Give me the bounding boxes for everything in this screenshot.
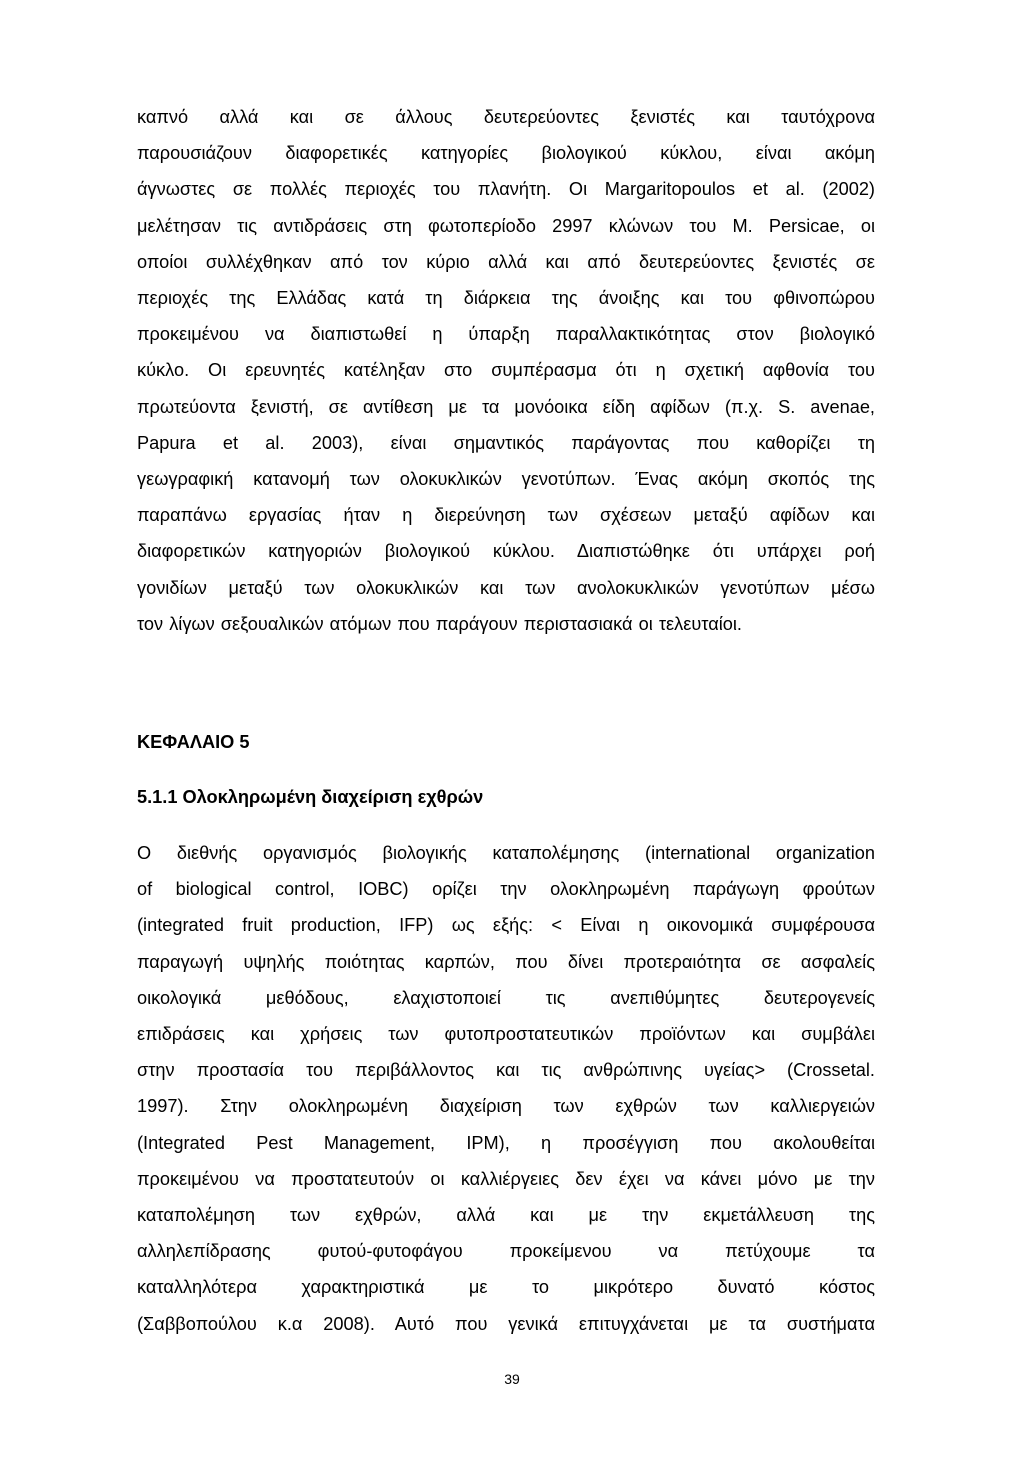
text-line: προκειμένου να διαπιστωθεί η ύπαρξη παραλλακτικότητας στον βιολογικό (137, 324, 875, 345)
paragraph-text (137, 99, 875, 642)
paragraph-text (137, 835, 875, 1342)
text-line: άγνωστες σε πολλές περιοχές του πλανήτη. Οι Margaritopoulos et al. (2002) (137, 179, 875, 200)
text-line: πρωτεύοντα ξενιστή, σε αντίθεση με τα μονόοικα είδη αφίδων (π.χ. S. avenae, (137, 396, 875, 417)
paragraph-aphid-life-cycle (137, 99, 875, 642)
chapter-heading: ΚΕΦΑΛΑΙΟ 5 (137, 732, 250, 752)
text-line: κύκλο. Οι ερευνητές κατέληξαν στο συμπέρασμα ότι η σχετική αφθονία του (137, 360, 875, 381)
text-line: παρουσιάζουν διαφορετικές κατηγορίες βιολογικού κύκλου, είναι ακόμη (137, 143, 875, 164)
text-line: γονιδίων μεταξύ των ολοκυκλικών και των ανολοκυκλικών γενοτύπων μέσω (137, 577, 875, 598)
text-line: μελέτησαν τις αντιδράσεις στη φωτοπερίοδο 2997 κλώνων του M. Persicae, οι (137, 215, 875, 236)
text-line: παραγωγή υψηλής ποιότητας καρπών, που δίνει προτεραιότητα σε ασφαλείς (137, 951, 875, 972)
text-line: επιδράσεις και χρήσεις των φυτοπροστατευτικών προϊόντων και συμβάλει (137, 1024, 875, 1045)
section-heading: 5.1.1 Ολοκληρωμένη διαχείριση εχθρών (137, 787, 484, 807)
text-line: (Integrated Pest Management, IPM), η προσέγγιση που ακολουθείται (137, 1132, 875, 1153)
text-line: καταλληλότερα χαρακτηριστικά με το μικρότερο δυνατό κόστος (137, 1277, 875, 1298)
text-line: (integrated fruit production, IFP) ως εξής: < Είναι η οικονομικά συμφέρουσα (137, 915, 875, 936)
paragraph-integrated-pest-management (137, 835, 875, 1342)
text-line: στην προστασία του περιβάλλοντος και τις ανθρώπινης υγείας> (Crossetal. (137, 1060, 875, 1081)
text-line: οικολογικά μεθόδους, ελαχιστοποιεί τις ανεπιθύμητες δευτερογενείς (137, 987, 875, 1008)
text-line: of biological control, IOBC) ορίζει την ολοκληρωμένη παράγωγη φρούτων (137, 879, 875, 900)
text-line: καπνό αλλά και σε άλλους δευτερεύοντες ξενιστές και ταυτόχρονα (137, 107, 875, 127)
text-line: προκειμένου να προστατευτούν οι καλλιέργειες δεν έχει να κάνει μόνο με την (137, 1168, 875, 1189)
text-line: τον λίγων σεξουαλικών ατόμων που παράγουν περιστασιακά οι τελευταίοι. (137, 613, 742, 634)
text-line: γεωγραφική κατανομή των ολοκυκλικών γενοτύπων. Ένας ακόμη σκοπός της (137, 469, 875, 490)
page-number: 39 (504, 1371, 520, 1387)
text-line: αλληλεπίδρασης φυτού-φυτοφάγου προκείμενου να πετύχουμε τα (137, 1241, 875, 1262)
text-line: περιοχές της Ελλάδας κατά τη διάρκεια της άνοιξης και του φθινοπώρου (137, 288, 875, 309)
text-line: παραπάνω εργασίας ήταν η διερεύνηση των σχέσεων μεταξύ αφίδων και (137, 505, 875, 526)
text-line: οποίοι συλλέχθηκαν από τον κύριο αλλά και από δευτερεύοντες ξενιστές σε (137, 251, 875, 272)
text-line: καταπολέμηση των εχθρών, αλλά και με την εκμετάλλευση της (137, 1205, 875, 1226)
text-line: διαφορετικών κατηγοριών βιολογικού κύκλου. Διαπιστώθηκε ότι υπάρχει ροή (137, 541, 875, 562)
text-line: Papura et al. 2003), είναι σημαντικός παράγοντας που καθορίζει τη (137, 432, 875, 453)
text-line: 1997). Στην ολοκληρωμένη διαχείριση των εχθρών των καλλιεργειών (137, 1096, 875, 1117)
text-line: Ο διεθνής οργανισμός βιολογικής καταπολέμησης (international organization (137, 843, 875, 863)
text-line: (Σαββοπούλου κ.α 2008). Αυτό που γενικά επιτυγχάνεται με τα συστήματα (137, 1313, 875, 1334)
